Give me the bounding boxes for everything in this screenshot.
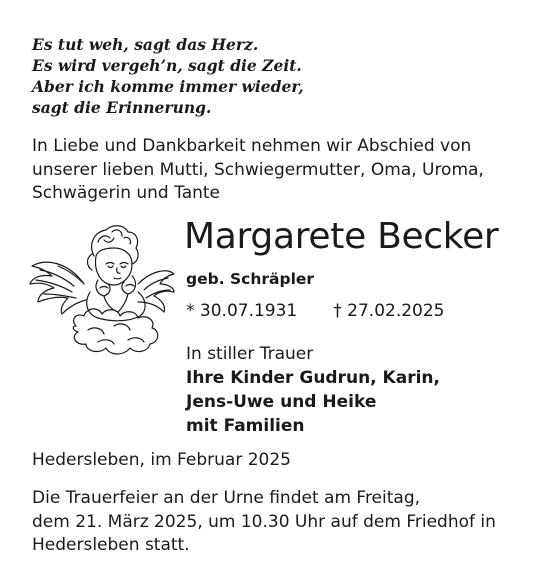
birth-date: * 30.07.1931 — [186, 301, 298, 321]
intro-line: Schwägerin und Tante — [32, 183, 221, 203]
funeral-line: Die Trauerfeier an der Urne findet am Freitag, — [32, 488, 421, 508]
life-dates — [186, 301, 445, 321]
mourners-block — [186, 342, 440, 438]
mourners-line: mit Familien — [186, 416, 305, 436]
intro-line: In Liebe und Dankbarkeit nehmen wir Abschied von — [32, 136, 472, 156]
mourners-line: Jens-Uwe und Heike — [186, 392, 377, 412]
deceased-name: Margarete Becker — [184, 216, 499, 257]
place-date: Hedersleben, im Februar 2025 — [32, 450, 291, 470]
death-date: † 27.02.2025 — [333, 301, 445, 321]
poem-line: Es wird vergeh’n, sagt die Zeit. — [32, 56, 302, 75]
maiden-name: geb. Schräpler — [186, 270, 315, 288]
funeral-line: Hedersleben statt. — [32, 535, 190, 555]
poem-line: sagt die Erinnerung. — [32, 98, 212, 117]
funeral-info — [32, 487, 496, 558]
mourning-intro: In stiller Trauer — [186, 344, 314, 364]
mourners-line: Ihre Kinder Gudrun, Karin, — [186, 368, 440, 388]
poem — [32, 34, 304, 118]
poem-line: Aber ich komme immer wieder, — [32, 77, 304, 96]
intro-line: unserer lieben Mutti, Schwiegermutter, Oma, Uroma, — [32, 159, 484, 180]
cherub-angel-icon — [28, 222, 176, 356]
intro-text — [32, 135, 484, 206]
poem-line: Es tut weh, sagt das Herz. — [32, 35, 259, 54]
funeral-line: dem 21. März 2025, um 10.30 Uhr auf dem Friedhof in — [32, 511, 496, 532]
